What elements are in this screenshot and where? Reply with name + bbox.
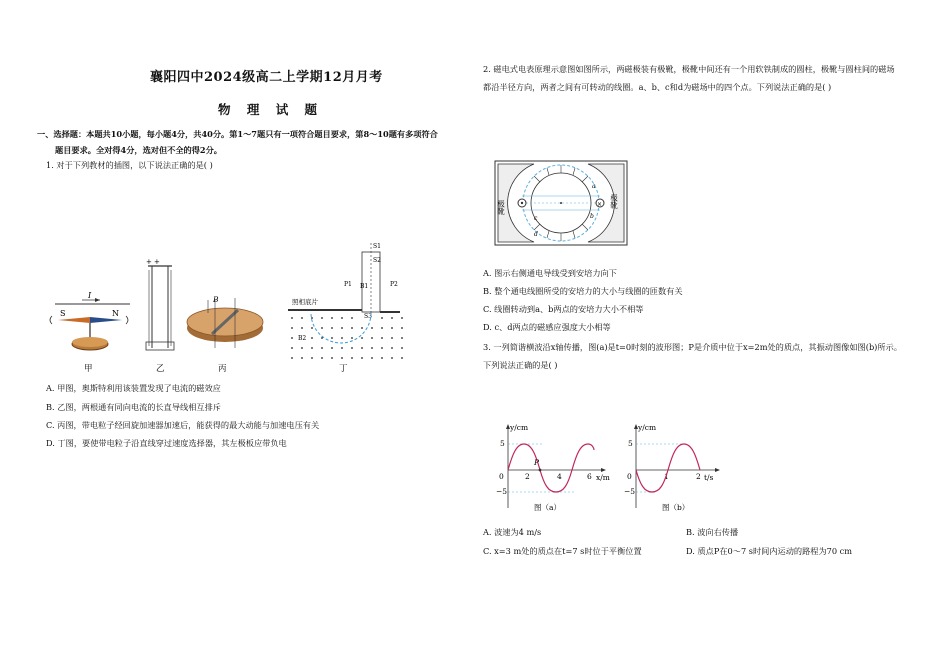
- q1-option-c: C. 丙图，带电粒子经回旋加速器加速后，能获得的最大动能与加速电压有关: [46, 420, 320, 430]
- q2-right-pole-label: 极靴: [609, 194, 619, 209]
- ding-b2-label: B2: [298, 335, 307, 342]
- q1-option-b: B. 乙图，两根通有同向电流的长直导线相互排斥: [46, 402, 221, 412]
- graph-b-caption: 图（b）: [662, 503, 690, 512]
- q3-option-d: D. 质点P在0～7 s时间内运动的路程为70 cm: [686, 546, 853, 556]
- graph-b-ylabel: y/cm: [638, 423, 657, 432]
- graph-b-xlabel: t/s: [704, 473, 714, 482]
- graph-a-point-p: P: [534, 458, 540, 467]
- graph-b-origin: 0: [627, 472, 632, 481]
- q3-figures: [494, 420, 724, 516]
- fig-bing-label: 丙: [218, 364, 227, 374]
- q2-option-b: B. 整个通电线圈所受的安培力的大小与线圈的匝数有关: [483, 286, 683, 296]
- graph-a-caption: 图（a）: [534, 503, 561, 512]
- q3-stem-line1: 3. 一列简谐横波沿x轴传播，图(a)是t=0时刻的波形图；P是介质中位于x=2m处的质点，其振动图像如图(b)所示。: [483, 342, 902, 352]
- section-instructions-line1: 一、选择题：本题共10小题，每小题4分，共40分。第1～7题只有一项符合题目要求，第8～10题有多项符合: [37, 129, 438, 139]
- graph-b-xtick-2: 2: [696, 472, 701, 481]
- q2-point-d: d: [534, 231, 538, 238]
- svg-text:+: +: [146, 258, 152, 266]
- graph-a-xtick-6: 6: [587, 472, 592, 481]
- q2-option-d: D. c、d两点的磁感应强度大小相等: [483, 322, 611, 332]
- graph-a: [496, 423, 610, 512]
- jia-north-label: N: [112, 309, 119, 318]
- q2-stem-line1: 2. 磁电式电表原理示意图如图所示，两磁极装有极靴，极靴中间还有一个用软铁制成的圆柱，极靴与圆柱间的磁场: [483, 64, 895, 74]
- fig-yi-label: 乙: [156, 364, 165, 374]
- graph-a-ylabel: y/cm: [510, 423, 529, 432]
- q1-option-a: A. 甲图，奥斯特利用该装置发现了电流的磁效应: [46, 383, 221, 393]
- figure-ding-spectrometer: [288, 243, 403, 374]
- jia-south-label: S: [60, 309, 66, 318]
- graph-a-xtick-4: 4: [557, 472, 562, 481]
- section-instructions-line2: 题目要求。全对得4分，选对但不全的得2分。: [55, 145, 222, 155]
- q3-option-a: A. 波速为4 m/s: [483, 527, 542, 537]
- q2-option-a: A. 图示右侧通电导线受到安培力向下: [483, 268, 617, 278]
- jia-current-label: I: [88, 291, 92, 300]
- ding-s3-label: S3: [364, 313, 372, 320]
- figure-yi-wires: [146, 258, 174, 374]
- fig-ding-label: 丁: [339, 364, 348, 374]
- q3-option-b: B. 波向右传播: [686, 527, 739, 537]
- q2-left-pole-label: 极靴: [496, 200, 506, 215]
- exam-title: 襄阳四中2024级高二上学期12月月考: [150, 70, 383, 85]
- q2-stem-line2: 都沿半径方向，两者之间有可转动的线圈。a、b、c和d为磁场中的四个点。下列说法正确的是( ): [483, 82, 832, 92]
- graph-a-xlabel: x/m: [596, 473, 610, 482]
- graph-b-ytick-min: −5: [624, 487, 636, 496]
- q2-point-c: c: [534, 215, 538, 222]
- ding-plate-label: 照相底片: [292, 298, 318, 306]
- svg-text:×: ×: [597, 201, 603, 208]
- ding-p1-label: P1: [344, 281, 352, 288]
- q2-point-a: a: [592, 183, 596, 190]
- graph-a-origin: 0: [499, 472, 504, 481]
- figure-jia-compass: [50, 291, 130, 374]
- q3-option-c: C. x=3 m处的质点在t=7 s时位于平衡位置: [483, 546, 642, 556]
- bing-field-label: B: [213, 295, 219, 304]
- ding-s1-label: S1: [373, 243, 381, 250]
- q1-figure: [40, 238, 415, 378]
- ding-s2-label: S2: [373, 257, 381, 264]
- fig-jia-label: 甲: [84, 364, 93, 374]
- q2-option-c: C. 线圈转动到a、b两点的安培力大小不相等: [483, 304, 644, 314]
- q1-stem: 1. 对于下列教材的插图，以下说法正确的是( ): [46, 160, 213, 170]
- q1-option-d: D. 丁图，要使带电粒子沿直线穿过速度选择器，其左极板应带负电: [46, 438, 287, 448]
- graph-b: [624, 423, 720, 512]
- graph-a-xtick-2: 2: [525, 472, 530, 481]
- figure-bing-cyclotron: [187, 295, 263, 374]
- q2-figure-galvanometer: [494, 160, 628, 246]
- ding-b1-label: B1: [360, 283, 369, 290]
- graph-b-ytick-max: 5: [628, 439, 633, 448]
- graph-a-ytick-max: 5: [500, 439, 505, 448]
- q3-stem-line2: 下列说法正确的是( ): [483, 360, 558, 370]
- svg-text:+: +: [154, 258, 160, 266]
- graph-b-xtick-1: 1: [664, 472, 669, 481]
- q2-point-b: b: [590, 213, 594, 220]
- ding-p2-label: P2: [390, 281, 398, 288]
- exam-subject: 物 理 试 题: [218, 102, 324, 117]
- graph-a-ytick-min: −5: [496, 487, 508, 496]
